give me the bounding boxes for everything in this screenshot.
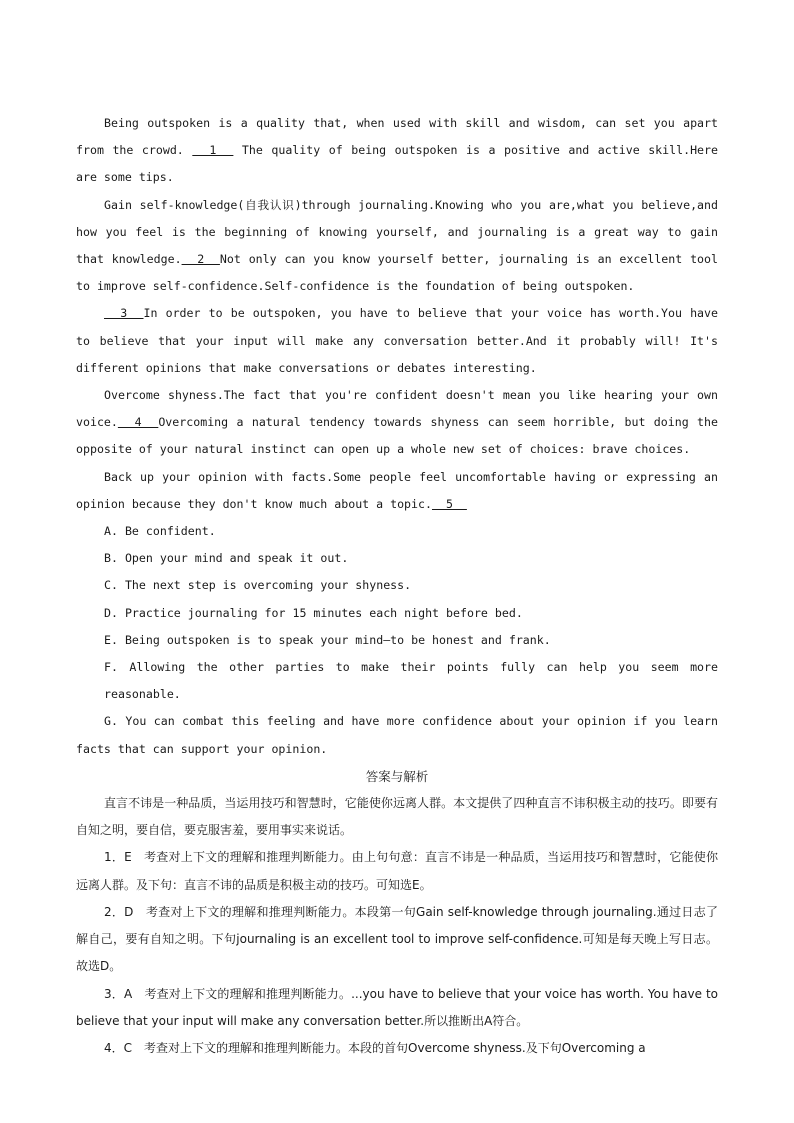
- answers-heading: 答案与解析: [365, 768, 429, 784]
- paragraph-text: Overcoming a natural tendency towards shyness can seem horrible, but doing the opposite of your natural instinct can open up a whole new set of choices: brave choices.: [76, 415, 718, 457]
- paragraph-text: Overcome shyness.The fact that you're confident doesn't mean you like hearing your own voice.: [76, 388, 718, 430]
- answer-item-1: 1．E 考查对上下文的理解和推理判断能力。由上句句意：直言不讳是一种品质，当运用技巧和智慧时，它能使你远离人群。及下句：直言不讳的品质是积极主动的技巧。可知选E。: [76, 850, 718, 892]
- passage-paragraph-4: [76, 382, 718, 464]
- paragraph-text: Back up your opinion with facts.Some people feel uncomfortable having or expressing an opinion because they don't know much about a topic.: [76, 469, 718, 511]
- answer-item-2: 2．D 考查对上下文的理解和推理判断能力。本段第一句Gain self-knowledge through journaling.通过日志了解自己，要有自知之明。下句journaling is an excellent tool to improve self-confidence.可知是每天晚上写日志。故选D。: [76, 904, 718, 974]
- answer-item-4: 4．C 考查对上下文的理解和推理判断能力。本段的首句Overcome shyness.及下句Overcoming a: [104, 1040, 646, 1055]
- paragraph-text: The quality of being outspoken is a positive and active skill.Here are some tips.: [76, 143, 719, 185]
- paragraph-text: Being outspoken is a quality that, when used with skill and wisdom, can set you apart from the crowd.: [76, 116, 718, 158]
- blank-4: 4: [117, 415, 159, 430]
- option-c: C. The next step is overcoming your shyness.: [104, 578, 412, 593]
- blank-1: 1: [192, 143, 234, 158]
- option-b: B. Open your mind and speak it out.: [104, 551, 349, 566]
- passage-paragraph-1: [76, 110, 718, 192]
- document-content: [76, 110, 718, 1062]
- option-g: G. You can combat this feeling and have more confidence about your opinion if you learn facts that can support your opinion.: [76, 714, 718, 756]
- passage-paragraph-2: [76, 192, 718, 301]
- option-a: A. Be confident.: [104, 524, 216, 539]
- answer-item-3: 3．A 考查对上下文的理解和推理判断能力。...you have to believe that your voice has worth. You have to believe that your input will make any conversation better.所以推断出A符合。: [76, 986, 718, 1028]
- passage-paragraph-3: [76, 300, 718, 382]
- paragraph-text: Gain self-knowledge(自我认识)through journaling.Knowing who you are,what you believe,and how you feel is the beginning of knowing yourself, and journaling is a great way to gain that knowledge.: [76, 197, 718, 267]
- paragraph-text: Not only can you know yourself better, journaling is an excellent tool to improve self-confidence.Self-confidence is the foundation of being outspoken.: [76, 252, 718, 294]
- option-d: D. Practice journaling for 15 minutes each night before bed.: [104, 605, 523, 620]
- blank-3: 3: [104, 306, 144, 321]
- option-e: E. Being outspoken is to speak your mind—to be honest and frank.: [104, 632, 551, 647]
- answers-summary: 直言不讳是一种品质，当运用技巧和智慧时，它能使你远离人群。本文提供了四种直言不讳积极主动的技巧。即要有自知之明，要自信，要克服害羞，要用事实来说话。: [76, 796, 718, 838]
- option-f: F. Allowing the other parties to make their points fully can help you seem more reasonable.: [104, 660, 718, 702]
- blank-2: 2: [181, 252, 220, 267]
- blank-5: 5: [431, 496, 467, 511]
- passage-paragraph-5: [76, 464, 718, 518]
- paragraph-text: In order to be outspoken, you have to believe that your voice has worth.You have to believe that your input will make any conversation better.And it probably will! It's different opinions that make conversations or debates interesting.: [76, 306, 718, 375]
